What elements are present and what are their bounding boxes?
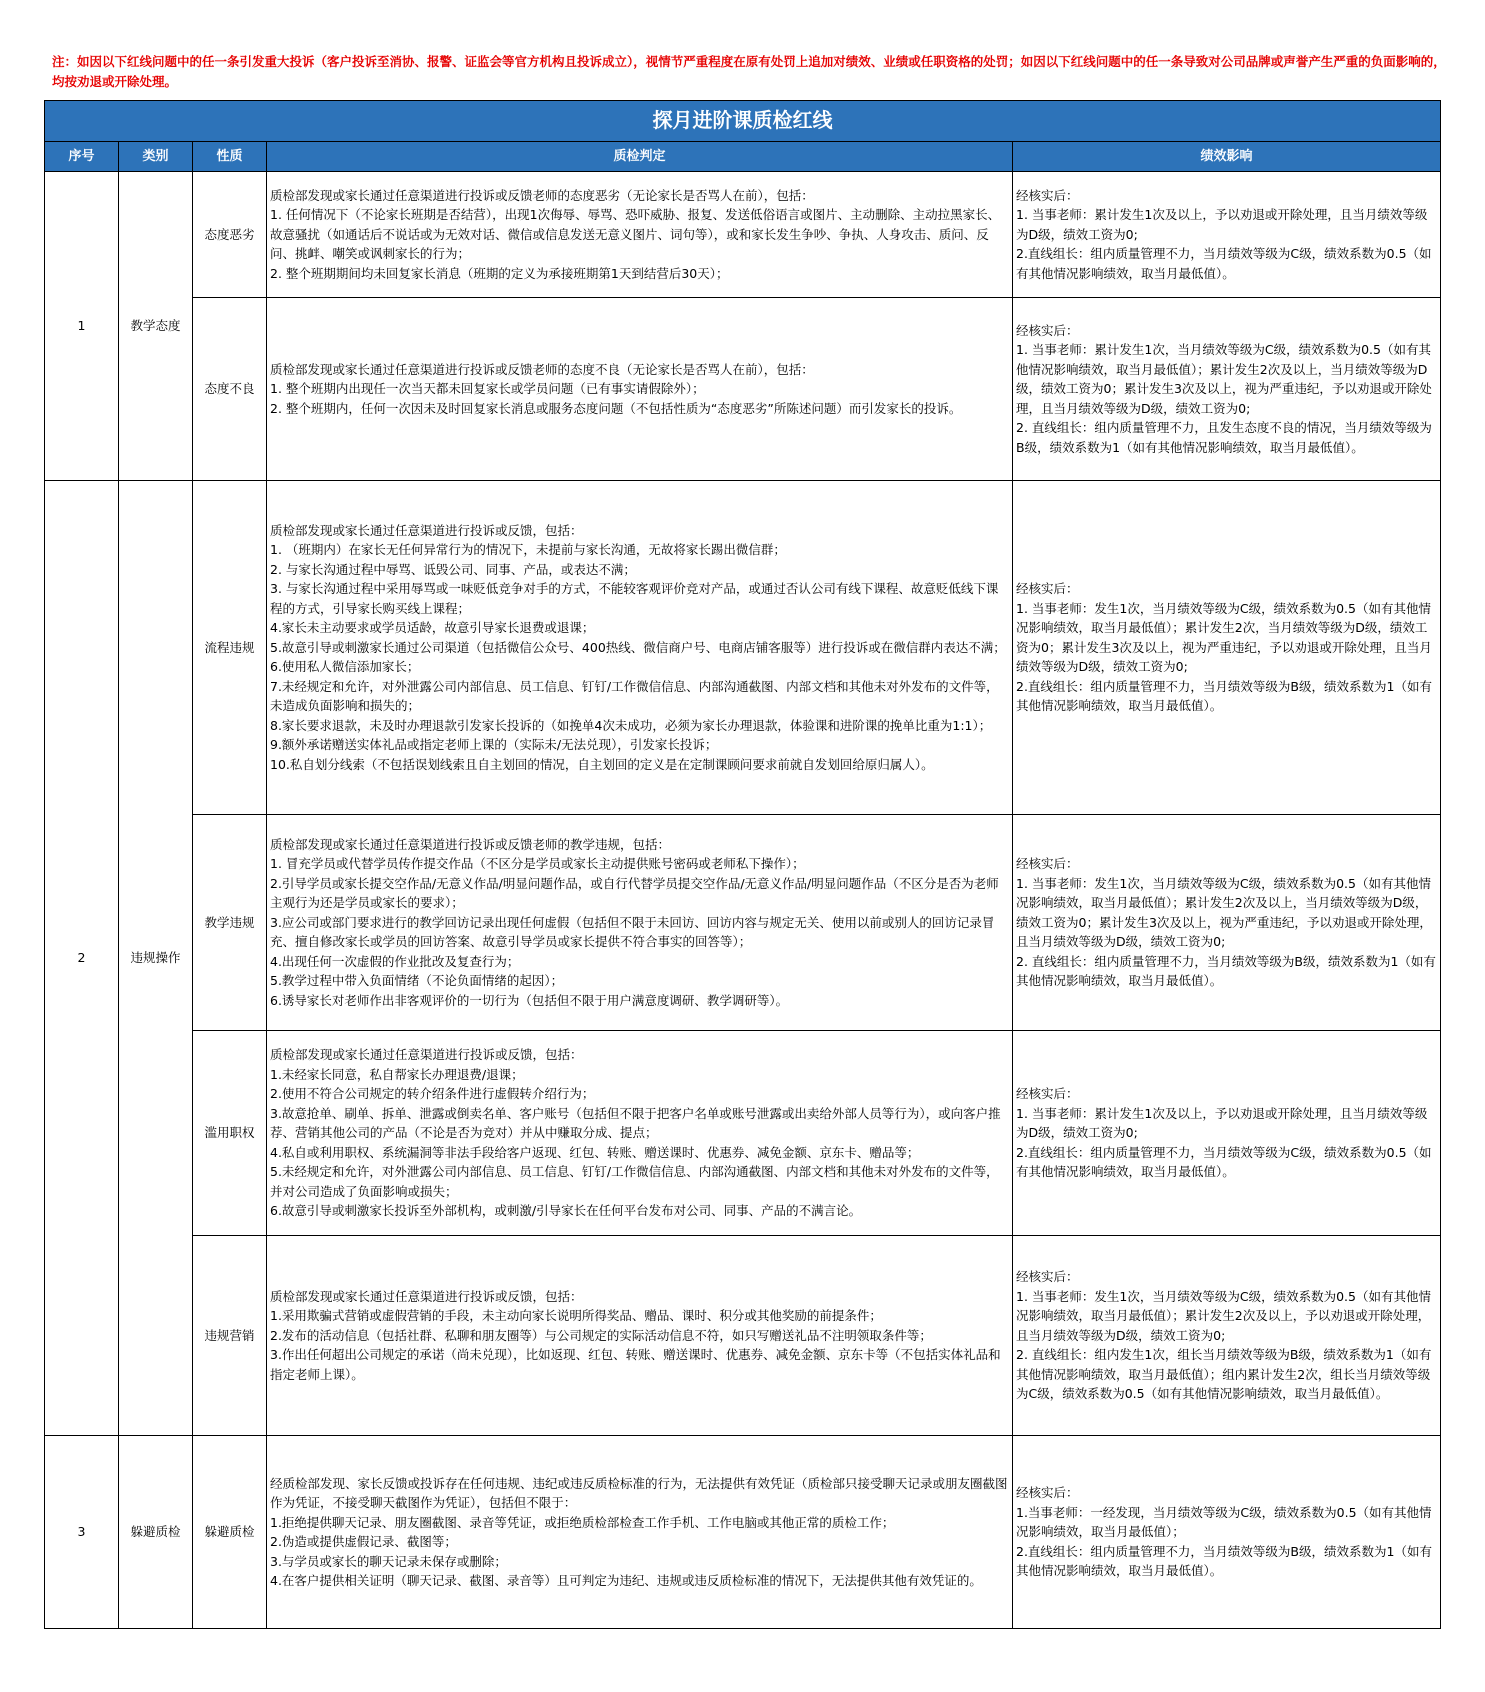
row-nature: 躲避质检 xyxy=(193,1436,267,1629)
header-row xyxy=(45,142,1441,172)
header-category: 类别 xyxy=(119,142,193,172)
row-nature: 态度恶劣 xyxy=(193,172,267,298)
row-judgement: 质检部发现或家长通过任意渠道进行投诉或反馈老师的态度恶劣（无论家长是否骂人在前），包括： 1. 任何情况下（不论家长班期是否结营），出现1次侮辱、辱骂、恐吓威胁、报复、发送低俗语言或图片、主动删除、主动拉黑家长、故意骚扰（如通话后不说话或为无效对话、微信或信息发送无意义图片、词句等），或和家长发生争吵、争执、人身攻击、质问、反问、挑衅、嘲笑或讽刺家长的行为； 2. 整个班期期间均未回复家长消息（班期的定义为承接班期第1天到结营后30天）； xyxy=(267,172,1013,298)
row-judgement: 质检部发现或家长通过任意渠道进行投诉或反馈老师的态度不良（无论家长是否骂人在前），包括： 1. 整个班期内出现任一次当天都未回复家长或学员问题（已有事实请假除外）； 2. 整个班期内，任何一次因未及时回复家长消息或服务态度问题（不包括性质为“态度恶劣”所陈述问题）而引发家长的投诉。 xyxy=(267,298,1013,481)
row-no: 2 xyxy=(45,481,119,1436)
row-no: 3 xyxy=(45,1436,119,1629)
table-row xyxy=(45,1031,1441,1236)
row-impact: 经核实后： 1. 当事老师：累计发生1次及以上，予以劝退或开除处理，且当月绩效等级为D级，绩效工资为0; 2.直线组长：组内质量管理不力，当月绩效等级为C级，绩效系数为0.5（如有其他情况影响绩效，取当月最低值）。 xyxy=(1013,1031,1441,1236)
table-row xyxy=(45,1436,1441,1629)
header-judgement: 质检判定 xyxy=(267,142,1013,172)
row-judgement: 质检部发现或家长通过任意渠道进行投诉或反馈，包括： 1.未经家长同意，私自帮家长办理退费/退课； 2.使用不符合公司规定的转介绍条件进行虚假转介绍行为； 3.故意抢单、刷单、拆单、泄露或倒卖名单、客户账号（包括但不限于把客户名单或账号泄露或出卖给外部人员等行为），或向客户推荐、营销其他公司的产品（不论是否为竞对）并从中赚取分成、提点； 4.私自或利用职权、系统漏洞等非法手段给客户返现、红包、转账、赠送课时、优惠券、减免金额、京东卡、赠品等； 5.未经规定和允许，对外泄露公司内部信息、员工信息、钉钉/工作微信信息、内部沟通截图、内部文档和其他未对外发布的文件等，并对公司造成了负面影响或损失； 6.故意引导或刺激家长投诉至外部机构，或刺激/引导家长在任何平台发布对公司、同事、产品的不满言论。 xyxy=(267,1031,1013,1236)
row-impact: 经核实后： 1. 当事老师：发生1次，当月绩效等级为C级，绩效系数为0.5（如有其他情况影响绩效，取当月最低值）；累计发生2次及以上，当月绩效等级为D级，绩效工资为0；累计发生3次及以上，视为严重违纪，予以劝退或开除处理，且当月绩效等级为D级，绩效工资为0; 2. 直线组长：组内质量管理不力，当月绩效等级为B级，绩效系数为1（如有其他情况影响绩效，取当月最低值）。 xyxy=(1013,815,1441,1031)
table-row xyxy=(45,815,1441,1031)
table-row xyxy=(45,172,1441,298)
row-judgement: 经质检部发现、家长反馈或投诉存在任何违规、违纪或违反质检标准的行为，无法提供有效凭证（质检部只接受聊天记录或朋友圈截图作为凭证，不接受聊天截图作为凭证），包括但不限于： 1.拒绝提供聊天记录、朋友圈截图、录音等凭证，或拒绝质检部检查工作手机、工作电脑或其他正常的质检工作； 2.伪造或提供虚假记录、截图等； 3.与学员或家长的聊天记录未保存或删除； 4.在客户提供相关证明（聊天记录、截图、录音等）且可判定为违纪、违规或违反质检标准的情况下，无法提供其他有效凭证的。 xyxy=(267,1436,1013,1629)
red-line-note: 注：如因以下红线问题中的任一条引发重大投诉（客户投诉至消协、报警、证监会等官方机构且投诉成立），视情节严重程度在原有处罚上追加对绩效、业绩或任职资格的处罚；如因以下红线问题中的任一条导致对公司品牌或声誉产生严重的负面影响的，均按劝退或开除处理。 xyxy=(52,54,1446,89)
row-impact: 经核实后： 1. 当事老师：累计发生1次及以上，予以劝退或开除处理，且当月绩效等级为D级，绩效工资为0; 2.直线组长：组内质量管理不力，当月绩效等级为C级，绩效系数为0.5（如有其他情况影响绩效，取当月最低值）。 xyxy=(1013,172,1441,298)
row-nature: 滥用职权 xyxy=(193,1031,267,1236)
row-nature: 流程违规 xyxy=(193,481,267,815)
table-title: 探月进阶课质检红线 xyxy=(45,101,1441,142)
title-row xyxy=(45,101,1441,142)
row-nature: 违规营销 xyxy=(193,1236,267,1436)
row-judgement: 质检部发现或家长通过任意渠道进行投诉或反馈老师的教学违规，包括： 1. 冒充学员或代替学员传作提交作品（不区分是学员或家长主动提供账号密码或老师私下操作）； 2.引导学员或家长提交空作品/无意义作品/明显问题作品，或自行代替学员提交空作品/无意义作品/明显问题作品（不区分是否为老师主观行为还是学员或家长的要求）； 3.应公司或部门要求进行的教学回访记录出现任何虚假（包括但不限于未回访、回访内容与规定无关、使用以前或别人的回访记录冒充、擅自修改家长或学员的回访答案、故意引导学员或家长提供不符合事实的回答等）； 4.出现任何一次虚假的作业批改及复查行为； 5.教学过程中带入负面情绪（不论负面情绪的起因）； 6.诱导家长对老师作出非客观评价的一切行为（包括但不限于用户满意度调研、教学调研等）。 xyxy=(267,815,1013,1031)
table-row xyxy=(45,1236,1441,1436)
row-no: 1 xyxy=(45,172,119,481)
row-category: 躲避质检 xyxy=(119,1436,193,1629)
row-category: 教学态度 xyxy=(119,172,193,481)
row-impact: 经核实后： 1.当事老师：一经发现，当月绩效等级为C级，绩效系数为0.5（如有其他情况影响绩效，取当月最低值）； 2.直线组长：组内质量管理不力，当月绩效等级为B级，绩效系数为1（如有其他情况影响绩效，取当月最低值）。 xyxy=(1013,1436,1441,1629)
row-nature: 态度不良 xyxy=(193,298,267,481)
header-impact: 绩效影响 xyxy=(1013,142,1441,172)
row-nature: 教学违规 xyxy=(193,815,267,1031)
row-impact: 经核实后： 1. 当事老师：发生1次，当月绩效等级为C级，绩效系数为0.5（如有其他情况影响绩效，取当月最低值）；累计发生2次及以上，予以劝退或开除处理，且当月绩效等级为D级，绩效工资为0; 2. 直线组长：组内发生1次，组长当月绩效等级为B级，绩效系数为1（如有其他情况影响绩效，取当月最低值）；组内累计发生2次，组长当月绩效等级为C级，绩效系数为0.5（如有其他情况影响绩效，取当月最低值）。 xyxy=(1013,1236,1441,1436)
table-row xyxy=(45,481,1441,815)
row-category: 违规操作 xyxy=(119,481,193,1436)
row-impact: 经核实后： 1. 当事老师：累计发生1次，当月绩效等级为C级，绩效系数为0.5（如有其他情况影响绩效，取当月最低值）；累计发生2次及以上，当月绩效等级为D级，绩效工资为0；累计发生3次及以上，视为严重违纪，予以劝退或开除处理，且当月绩效等级为D级，绩效工资为0; 2. 直线组长：组内质量管理不力，且发生态度不良的情况，当月绩效等级为B级，绩效系数为1（如有其他情况影响绩效，取当月最低值）。 xyxy=(1013,298,1441,481)
header-nature: 性质 xyxy=(193,142,267,172)
row-impact: 经核实后： 1. 当事老师：发生1次，当月绩效等级为C级，绩效系数为0.5（如有其他情况影响绩效，取当月最低值）；累计发生2次，当月绩效等级为D级，绩效工资为0；累计发生3次及以上，视为严重违纪，予以劝退或开除处理，且当月绩效等级为D级，绩效工资为0; 2.直线组长：组内质量管理不力，当月绩效等级为B级，绩效系数为1（如有其他情况影响绩效，取当月最低值）。 xyxy=(1013,481,1441,815)
quality-redline-table xyxy=(44,100,1441,1629)
row-judgement: 质检部发现或家长通过任意渠道进行投诉或反馈，包括： 1. （班期内）在家长无任何异常行为的情况下，未提前与家长沟通，无故将家长踢出微信群； 2. 与家长沟通过程中辱骂、诋毁公司、同事、产品，或表达不满； 3. 与家长沟通过程中采用辱骂或一味贬低竞争对手的方式，不能较客观评价竞对产品，或通过否认公司有线下课程、故意贬低线下课程的方式，引导家长购买线上课程； 4.家长未主动要求或学员适龄，故意引导家长退费或退课； 5.故意引导或刺激家长通过公司渠道（包括微信公众号、400热线、微信商户号、电商店铺客服等）进行投诉或在微信群内表达不满； 6.使用私人微信添加家长； 7.未经规定和允许，对外泄露公司内部信息、员工信息、钉钉/工作微信信息、内部沟通截图、内部文档和其他未对外发布的文件等，未造成负面影响和损失的； 8.家长要求退款，未及时办理退款引发家长投诉的（如挽单4次未成功，必须为家长办理退款，体验课和进阶课的挽单比重为1:1）； 9.额外承诺赠送实体礼品或指定老师上课的（实际未/无法兑现），引发家长投诉； 10.私自划分线索（不包括误划线索且自主划回的情况，自主划回的定义是在定制课顾问要求前就自发划回给原归属人）。 xyxy=(267,481,1013,815)
row-judgement: 质检部发现或家长通过任意渠道进行投诉或反馈，包括： 1.采用欺骗式营销或虚假营销的手段，未主动向家长说明所得奖品、赠品、课时、积分或其他奖励的前提条件； 2.发布的活动信息（包括社群、私聊和朋友圈等）与公司规定的实际活动信息不符，如只写赠送礼品不注明领取条件等； 3.作出任何超出公司规定的承诺（尚未兑现），比如返现、红包、转账、赠送课时、优惠券、减免金额、京东卡等（不包括实体礼品和指定老师上课）。 xyxy=(267,1236,1013,1436)
header-no: 序号 xyxy=(45,142,119,172)
table-row xyxy=(45,298,1441,481)
